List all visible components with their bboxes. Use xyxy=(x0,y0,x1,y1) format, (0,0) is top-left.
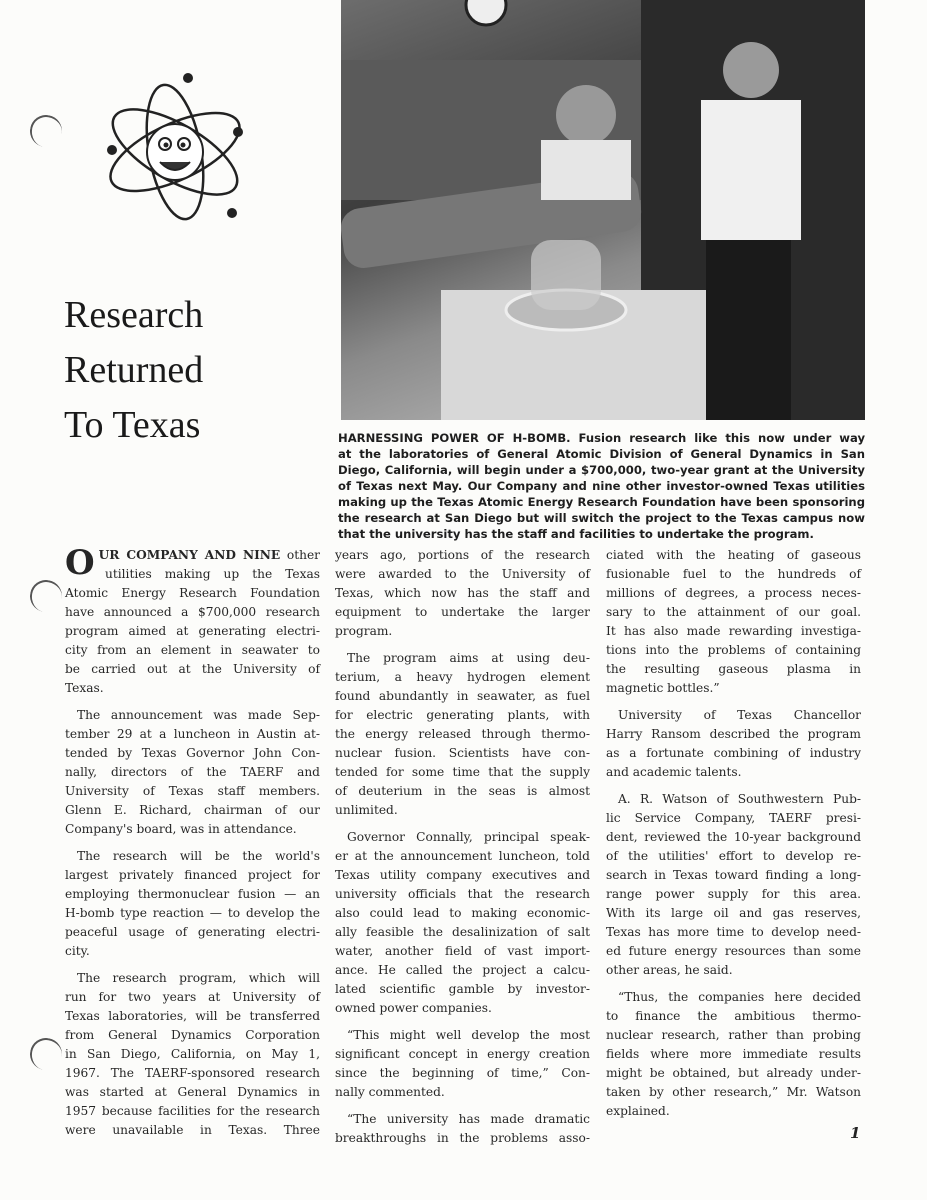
text-line: utilities making up the Texas xyxy=(105,567,320,581)
binder-hole-mark xyxy=(27,112,64,149)
text-line: It has also made rewarding investiga- xyxy=(606,624,861,638)
text-line: tions into the problems of containing xyxy=(606,643,861,657)
text-line: ally feasible the desalinization of salt xyxy=(335,925,590,939)
text-line: tember 29 at a luncheon in Austin at- xyxy=(65,727,320,741)
text-line: have announced a $700,000 research xyxy=(65,605,320,619)
text-line: fields where more immediate results xyxy=(606,1047,861,1061)
text-line: terium, a heavy hydrogen element xyxy=(335,670,590,684)
text-line: ed future energy resources than some xyxy=(606,944,861,958)
lead-in-caps: UR COMPANY AND NINE xyxy=(98,548,281,562)
paragraph xyxy=(65,706,320,839)
paragraph xyxy=(606,988,861,1121)
text-line: “This might well develop the most xyxy=(347,1028,590,1042)
article-column-1 xyxy=(65,543,320,1148)
text-line: other areas, he said. xyxy=(606,963,733,977)
caption-line: HARNESSING POWER OF H-BOMB. Fusion research like this now under way xyxy=(338,431,865,445)
paragraph xyxy=(65,969,320,1140)
text-line: Glenn E. Richard, chairman of our xyxy=(65,803,320,817)
text-line: since the beginning of time,” Con- xyxy=(335,1066,590,1080)
caption-line: at the laboratories of General Atomic Division of General Dynamics in San xyxy=(338,447,865,461)
text-line: and academic talents. xyxy=(606,765,742,779)
text-line: nuclear research, rather than probing xyxy=(606,1028,861,1042)
text-line: millions of degrees, a process neces- xyxy=(606,586,861,600)
text-line: The research program, which will xyxy=(77,971,320,985)
text-line: largest privately financed project for xyxy=(65,868,320,882)
text-line: er at the announcement luncheon, told xyxy=(335,849,590,863)
text-line: city from an element in seawater to xyxy=(65,643,320,657)
text-line: were awarded to the University of xyxy=(335,567,590,581)
text-line: owned power companies. xyxy=(335,1001,492,1015)
text-line: unlimited. xyxy=(335,803,398,817)
text-line: might be obtained, but already under- xyxy=(606,1066,861,1080)
text-line: sary to the attainment of our goal. xyxy=(606,605,861,619)
text-line: lated scientific gamble by investor- xyxy=(335,982,590,996)
title-line: Research xyxy=(64,294,204,336)
text-line: be carried out at the University of xyxy=(65,662,320,676)
paragraph xyxy=(335,649,590,820)
text-line: The program aims at using deu- xyxy=(347,651,590,665)
text-line: range power supply for this area. xyxy=(606,887,861,901)
article-column-2 xyxy=(335,546,590,1156)
caption-line: making up the Texas Atomic Energy Research Foundation have been sponsoring xyxy=(338,495,865,509)
text-line: Governor Connally, principal speak- xyxy=(347,830,590,844)
text-line: city. xyxy=(65,944,90,958)
text-line: to finance the ambitious thermo- xyxy=(606,1009,861,1023)
paragraph xyxy=(65,543,320,698)
paragraph xyxy=(335,546,590,641)
text-line: “Thus, the companies here decided xyxy=(618,990,861,1004)
text-line: employing thermonuclear fusion — an xyxy=(65,887,320,901)
text-line: run for two years at University of xyxy=(65,990,320,1004)
paragraph xyxy=(606,790,861,980)
text-line: years ago, portions of the research xyxy=(335,548,590,562)
paragraph xyxy=(65,847,320,961)
text-line: dent, reviewed the 10-year background xyxy=(606,830,861,844)
article-title xyxy=(64,288,203,453)
caption-line: the research at San Diego but will switch the project to the Texas campus now xyxy=(338,511,865,525)
text-line: fusionable fuel to the hundreds of xyxy=(606,567,861,581)
article-column-3 xyxy=(606,546,861,1129)
text-line: nally commented. xyxy=(335,1085,445,1099)
text-line: ciated with the heating of gaseous xyxy=(606,548,861,562)
text-line: university officials that the research xyxy=(335,887,590,901)
text-line: search in Texas toward finding a long- xyxy=(606,868,861,882)
binder-hole-mark xyxy=(27,577,64,614)
text-line: The research will be the world's xyxy=(77,849,320,863)
text-line: of deuterium in the seas is almost xyxy=(335,784,590,798)
text-line: University of Texas staff members. xyxy=(65,784,320,798)
text-line: ance. He called the project a calcu- xyxy=(335,963,590,977)
text-line: the resulting gaseous plasma in xyxy=(606,662,861,676)
text-line: found abundantly in seawater, as fuel xyxy=(335,689,590,703)
text-line: of the utilities' effort to develop re- xyxy=(606,849,861,863)
text-line: H-bomb type reaction — to develop the xyxy=(65,906,320,920)
paragraph xyxy=(606,706,861,782)
text-line: also could lead to making economic- xyxy=(335,906,590,920)
text-line: as a fortunate combining of industry xyxy=(606,746,861,760)
title-line: Returned xyxy=(64,349,204,391)
paragraph xyxy=(606,546,861,698)
text-line: lic Service Company, TAERF presi- xyxy=(606,811,861,825)
text-line: program aimed at generating electri- xyxy=(65,624,320,638)
text-line: Texas. xyxy=(65,681,104,695)
text-line: Texas utility company executives and xyxy=(335,868,590,882)
text-line: were unavailable in Texas. Three xyxy=(65,1123,320,1137)
title-line: To Texas xyxy=(64,404,201,446)
text-line: equipment to undertake the larger xyxy=(335,605,590,619)
drop-cap: O xyxy=(65,543,95,583)
text-line: tended for some time that the supply xyxy=(335,765,590,779)
text-line: tended by Texas Governor John Con- xyxy=(65,746,320,760)
text-line: program. xyxy=(335,624,393,638)
caption-line: that the university has the staff and facilities to undertake the program. xyxy=(338,527,814,541)
text-line: Texas has more time to develop need- xyxy=(606,925,861,939)
atom-mascot-logo xyxy=(100,70,250,230)
text-line: Company's board, was in attendance. xyxy=(65,822,297,836)
page-number: 1 xyxy=(850,1124,861,1142)
text-line: for electric generating plants, with xyxy=(335,708,590,722)
text-line: significant concept in energy creation xyxy=(335,1047,590,1061)
text-line: from General Dynamics Corporation xyxy=(65,1028,320,1042)
text-line: the energy released through thermo- xyxy=(335,727,590,741)
laboratory-photo xyxy=(341,0,865,420)
text-line: Texas, which now has the staff and xyxy=(335,586,590,600)
text-line: 1967. The TAERF-sponsored research xyxy=(65,1066,320,1080)
text-line: water, another field of vast import- xyxy=(335,944,590,958)
text-line xyxy=(65,546,320,565)
text-line: Harry Ransom described the program xyxy=(606,727,861,741)
text-line: breakthroughs in the problems asso- xyxy=(335,1131,590,1145)
photo-caption xyxy=(338,430,865,542)
text-line: explained. xyxy=(606,1104,670,1118)
paragraph xyxy=(335,828,590,1018)
text-line: was started at General Dynamics in xyxy=(65,1085,320,1099)
text-line: magnetic bottles.” xyxy=(606,681,720,695)
text-line: “The university has made dramatic xyxy=(347,1112,590,1126)
paragraph xyxy=(335,1110,590,1148)
text-line: Atomic Energy Research Foundation xyxy=(65,586,320,600)
text-line: 1957 because facilities for the research xyxy=(65,1104,320,1118)
text-line: taken by other research,” Mr. Watson xyxy=(606,1085,861,1099)
text-line: in San Diego, California, on May 1, xyxy=(65,1047,320,1061)
text-line: Texas laboratories, will be transferred xyxy=(65,1009,320,1023)
text-line: nuclear fusion. Scientists have con- xyxy=(335,746,590,760)
text-line: The announcement was made Sep- xyxy=(77,708,320,722)
text-line: nally, directors of the TAERF and xyxy=(65,765,320,779)
text-line: With its large oil and gas reserves, xyxy=(606,906,861,920)
paragraph xyxy=(335,1026,590,1102)
caption-line: of Texas next May. Our Company and nine other investor-owned Texas utilities xyxy=(338,479,865,493)
text-fragment: other xyxy=(286,548,320,562)
caption-line: Diego, California, will begin under a $700,000, two-year grant at the University xyxy=(338,463,865,477)
text-line: peaceful usage of generating electri- xyxy=(65,925,320,939)
text-line: A. R. Watson of Southwestern Pub- xyxy=(618,792,861,806)
text-line: University of Texas Chancellor xyxy=(618,708,861,722)
binder-hole-mark xyxy=(27,1035,64,1072)
